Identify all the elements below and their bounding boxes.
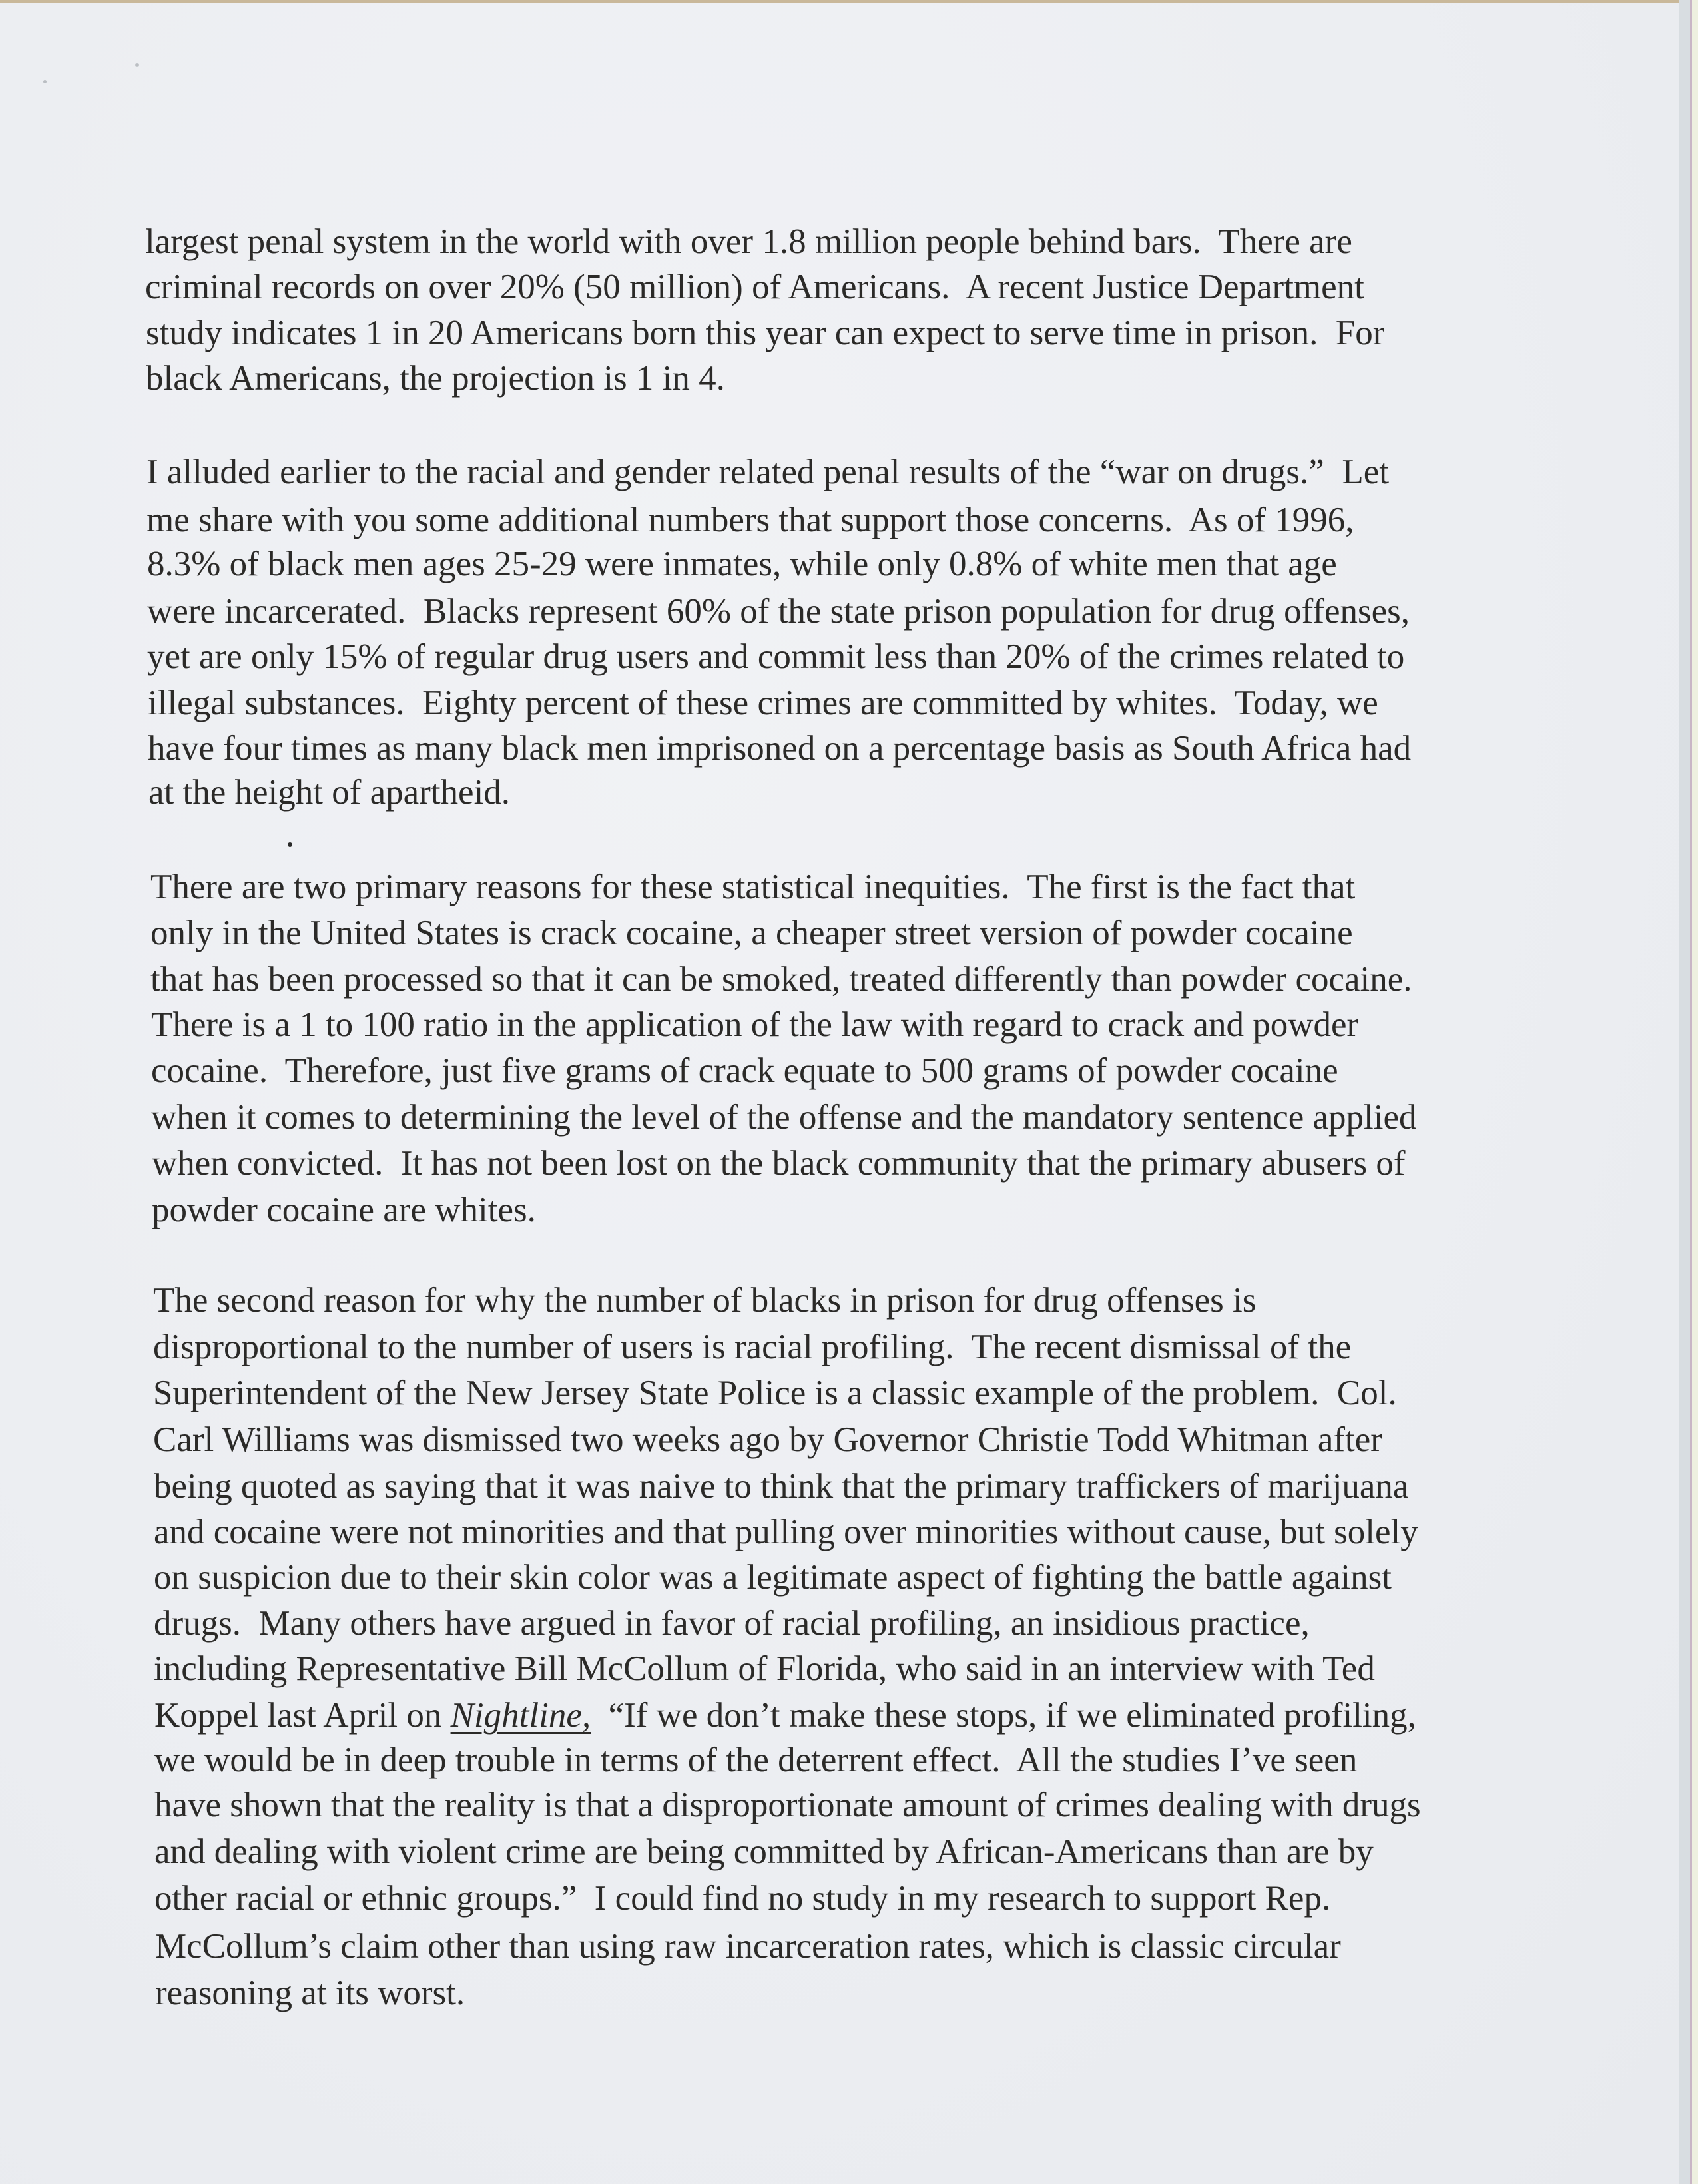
text-line: drugs. Many others have argued in favor of racial profiling, an insidious practice, <box>154 1604 1310 1643</box>
text-line: Superintendent of the New Jersey State Police is a classic example of the problem. Col. <box>153 1374 1397 1412</box>
text-line: and cocaine were not minorities and that pulling over minorities without cause, but solely <box>154 1513 1418 1551</box>
text-line: disproportional to the number of users is racial profiling. The recent dismissal of the <box>153 1328 1352 1366</box>
text-line: powder cocaine are whites. <box>152 1191 536 1229</box>
text-line: at the height of apartheid. <box>148 773 511 812</box>
text-line: we would be in deep trouble in terms of the deterrent effect. All the studies I’ve seen <box>154 1741 1358 1779</box>
text-line: have shown that the reality is that a disproportionate amount of crimes dealing with drugs <box>154 1786 1421 1824</box>
text-line: yet are only 15% of regular drug users and commit less than 20% of the crimes related to <box>147 637 1405 676</box>
text-line: have four times as many black men imprisoned on a percentage basis as South Africa had <box>148 729 1412 768</box>
text-line: Carl Williams was dismissed two weeks ago by Governor Christie Todd Whitman after <box>153 1420 1382 1459</box>
text-line: There is a 1 to 100 ratio in the application of the law with regard to crack and powder <box>151 1005 1359 1044</box>
text-line: only in the United States is crack cocaine, a cheaper street version of powder cocaine <box>150 914 1353 952</box>
text-segment: Koppel last April on <box>154 1696 451 1735</box>
text-line: 8.3% of black men ages 25-29 were inmates, while only 0.8% of white men that age <box>147 545 1337 583</box>
text-line: There are two primary reasons for these statistical inequities. The first is the fact that <box>150 868 1356 906</box>
text-line: when convicted. It has not been lost on the black community that the primary abusers of <box>152 1144 1406 1183</box>
paper-speck <box>43 80 47 83</box>
text-line: McCollum’s claim other than using raw incarceration rates, which is classic circular <box>155 1927 1341 1966</box>
paper-speck <box>135 63 139 67</box>
text-line: and dealing with violent crime are being committed by African-Americans than are by <box>154 1832 1374 1871</box>
text-line: cocaine. Therefore, just five grams of crack equate to 500 grams of powder cocaine <box>151 1051 1338 1090</box>
paper-top-edge <box>0 0 1679 3</box>
text-line: that has been processed so that it can be smoked, treated differently than powder cocaine. <box>150 960 1412 999</box>
scanner-edge-line <box>1690 0 1692 2184</box>
text-line: I alluded earlier to the racial and gender related penal results of the “war on drugs.” Let <box>146 453 1389 491</box>
text-line: were incarcerated. Blacks represent 60% of the state prison population for drug offenses, <box>147 592 1410 631</box>
text-line: black Americans, the projection is 1 in 4. <box>146 359 725 398</box>
text-line: The second reason for why the number of blacks in prison for drug offenses is <box>153 1281 1257 1320</box>
text-segment: “If we don’t make these stops, if we eliminated profiling, <box>591 1696 1416 1735</box>
text-line: on suspicion due to their skin color was a legitimate aspect of fighting the battle against <box>154 1558 1392 1597</box>
text-line: being quoted as saying that it was naive to think that the primary traffickers of marijuana <box>154 1467 1409 1505</box>
stray-ink-dot <box>288 842 292 847</box>
text-line: other racial or ethnic groups.” I could find no study in my research to support Rep. <box>154 1879 1331 1918</box>
text-line: criminal records on over 20% (50 million) of Americans. A recent Justice Department <box>145 268 1364 306</box>
text-line-nightline <box>154 1698 1416 1733</box>
scanner-right-margin <box>1679 0 1690 2184</box>
text-line: including Representative Bill McCollum of Florida, who said in an interview with Ted <box>154 1649 1375 1688</box>
text-line: reasoning at its worst. <box>155 1974 465 2012</box>
text-line: study indicates 1 in 20 Americans born this year can expect to serve time in prison. For <box>146 314 1385 352</box>
text-line: largest penal system in the world with over 1.8 million people behind bars. There are <box>145 222 1352 261</box>
text-line: illegal substances. Eighty percent of these crimes are committed by whites. Today, we <box>148 684 1378 722</box>
text-line: when it comes to determining the level of the offense and the mandatory sentence applied <box>151 1098 1417 1137</box>
show-title-nightline: Nightline, <box>450 1696 591 1735</box>
text-line: me share with you some additional numbers that support those concerns. As of 1996, <box>146 501 1354 539</box>
